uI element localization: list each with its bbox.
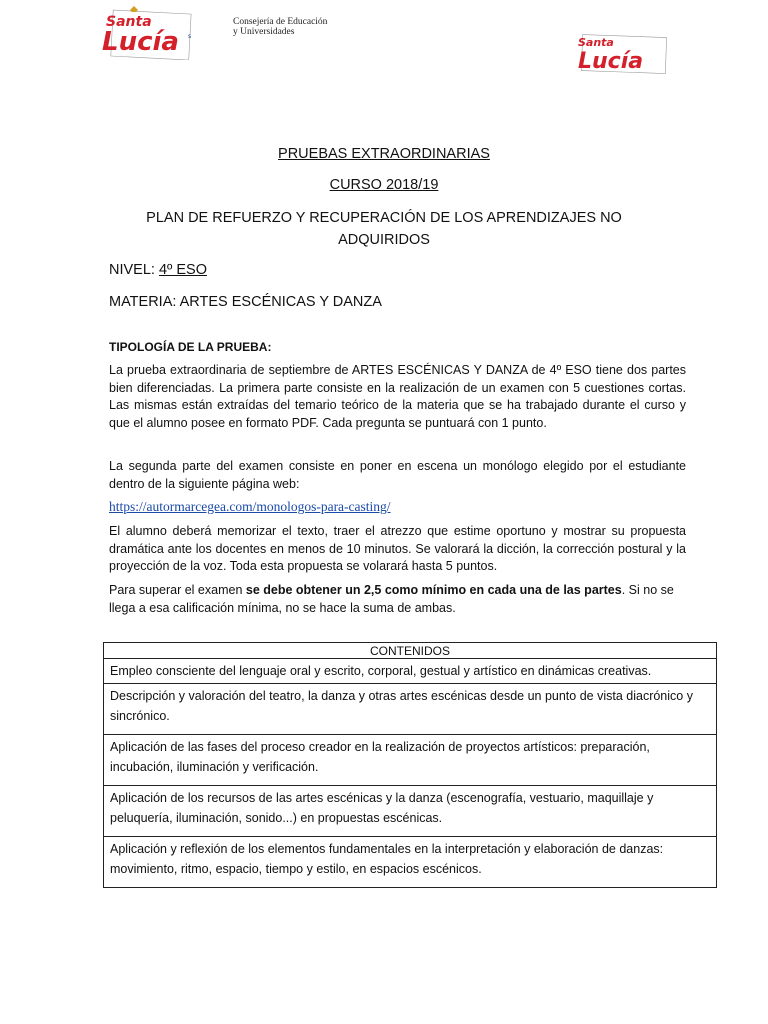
materia-field xyxy=(109,294,382,310)
contents-row-5: Aplicación y reflexión de los elementos fundamentales en la interpretación y elaboración de danzas: movimiento, ritmo, espacio, tiempo y estilo, en espacios escénicos. xyxy=(104,837,717,888)
svg-text:Lucía: Lucía xyxy=(578,49,644,74)
monologos-link[interactable]: https://autormarcegea.com/monologos-para-casting/ xyxy=(109,499,391,514)
paragraph-4 xyxy=(109,582,686,617)
section-title-tipologia: TIPOLOGÍA DE LA PRUEBA: xyxy=(109,340,272,354)
title-plan xyxy=(0,207,768,251)
svg-text:s: s xyxy=(188,33,192,40)
svg-text:Santa: Santa xyxy=(578,36,614,49)
table-row xyxy=(104,786,717,837)
svg-text:Lucía: Lucía xyxy=(102,27,179,57)
table-row xyxy=(104,684,717,735)
table-row xyxy=(104,735,717,786)
nivel-value: 4º ESO xyxy=(158,262,207,278)
nivel-field xyxy=(109,262,207,278)
paragraph-4-bold: se debe obtener un 2,5 como mínimo en cada una de las partes xyxy=(245,583,622,597)
contents-row-4: Aplicación de los recursos de las artes escénicas y la danza (escenografía, vestuario, maquillaje y peluquería, iluminación, sonido...) en propuestas escénicas. xyxy=(104,786,717,837)
contents-row-1: Empleo consciente del lenguaje oral y escrito, corporal, gestual y artístico en dinámicas creativas. xyxy=(104,659,717,684)
title-plan-line1: PLAN DE REFUERZO Y RECUPERACIÓN DE LOS APRENDIZAJES NO xyxy=(146,210,622,226)
paragraph-2: La segunda parte del examen consiste en poner en escena un monólogo elegido por el estudiante dentro de la siguiente página web: xyxy=(109,459,686,491)
table-row xyxy=(104,837,717,888)
svg-text:Santa: Santa xyxy=(106,14,152,30)
contents-row-2: Descripción y valoración del teatro, la danza y otras artes escénicas desde un punto de vista diacrónico y sincrónico. xyxy=(104,684,717,735)
materia-value: ARTES ESCÉNICAS Y DANZA xyxy=(179,294,382,310)
school-logo-left xyxy=(100,4,195,60)
paragraph-1: La prueba extraordinaria de septiembre de ARTES ESCÉNICAS Y DANZA de 4º ESO tiene dos partes bien diferenciadas. La primera parte consiste en la realización de un examen con 5 cuestiones cortas. Las mismas están extraídas del temario teórico de la materia que se ha trabajado durante el curso y que el alumno posee en formato PDF. Cada pregunta se puntuará con 1 punto. xyxy=(109,363,686,430)
paragraph-4-end: . Si no se llega a esa calificación mínima, no se hace la suma de ambas. xyxy=(109,583,674,615)
contents-row-3: Aplicación de las fases del proceso creador en la realización de proyectos artísticos: preparación, incubación, iluminación y verificación. xyxy=(104,735,717,786)
table-row xyxy=(104,659,717,684)
contents-table-header: CONTENIDOS xyxy=(104,643,717,659)
contents-table xyxy=(103,642,717,888)
consejeria-text xyxy=(233,17,327,37)
title-pruebas: PRUEBAS EXTRAORDINARIAS xyxy=(278,146,490,162)
title-curso: CURSO 2018/19 xyxy=(329,177,439,193)
school-logo-right xyxy=(576,32,668,74)
materia-label: MATERIA: xyxy=(109,294,177,310)
title-plan-line2: ADQUIRIDOS xyxy=(338,232,430,248)
paragraph-3: El alumno deberá memorizar el texto, traer el atrezzo que estime oportuno y mostrar su propuesta dramática ante los docentes en menos de 10 minutos. Se valorará la dicción, la corrección postural y la proyección de la voz. Toda esta propuesta se volarará hasta 5 puntos. xyxy=(109,524,686,573)
nivel-label: NIVEL: xyxy=(109,262,155,278)
consejeria-line2: y Universidades xyxy=(233,27,295,37)
consejeria-line1: Consejería de Educación xyxy=(233,17,328,27)
paragraph-4-start: Para superar el examen xyxy=(109,583,246,597)
